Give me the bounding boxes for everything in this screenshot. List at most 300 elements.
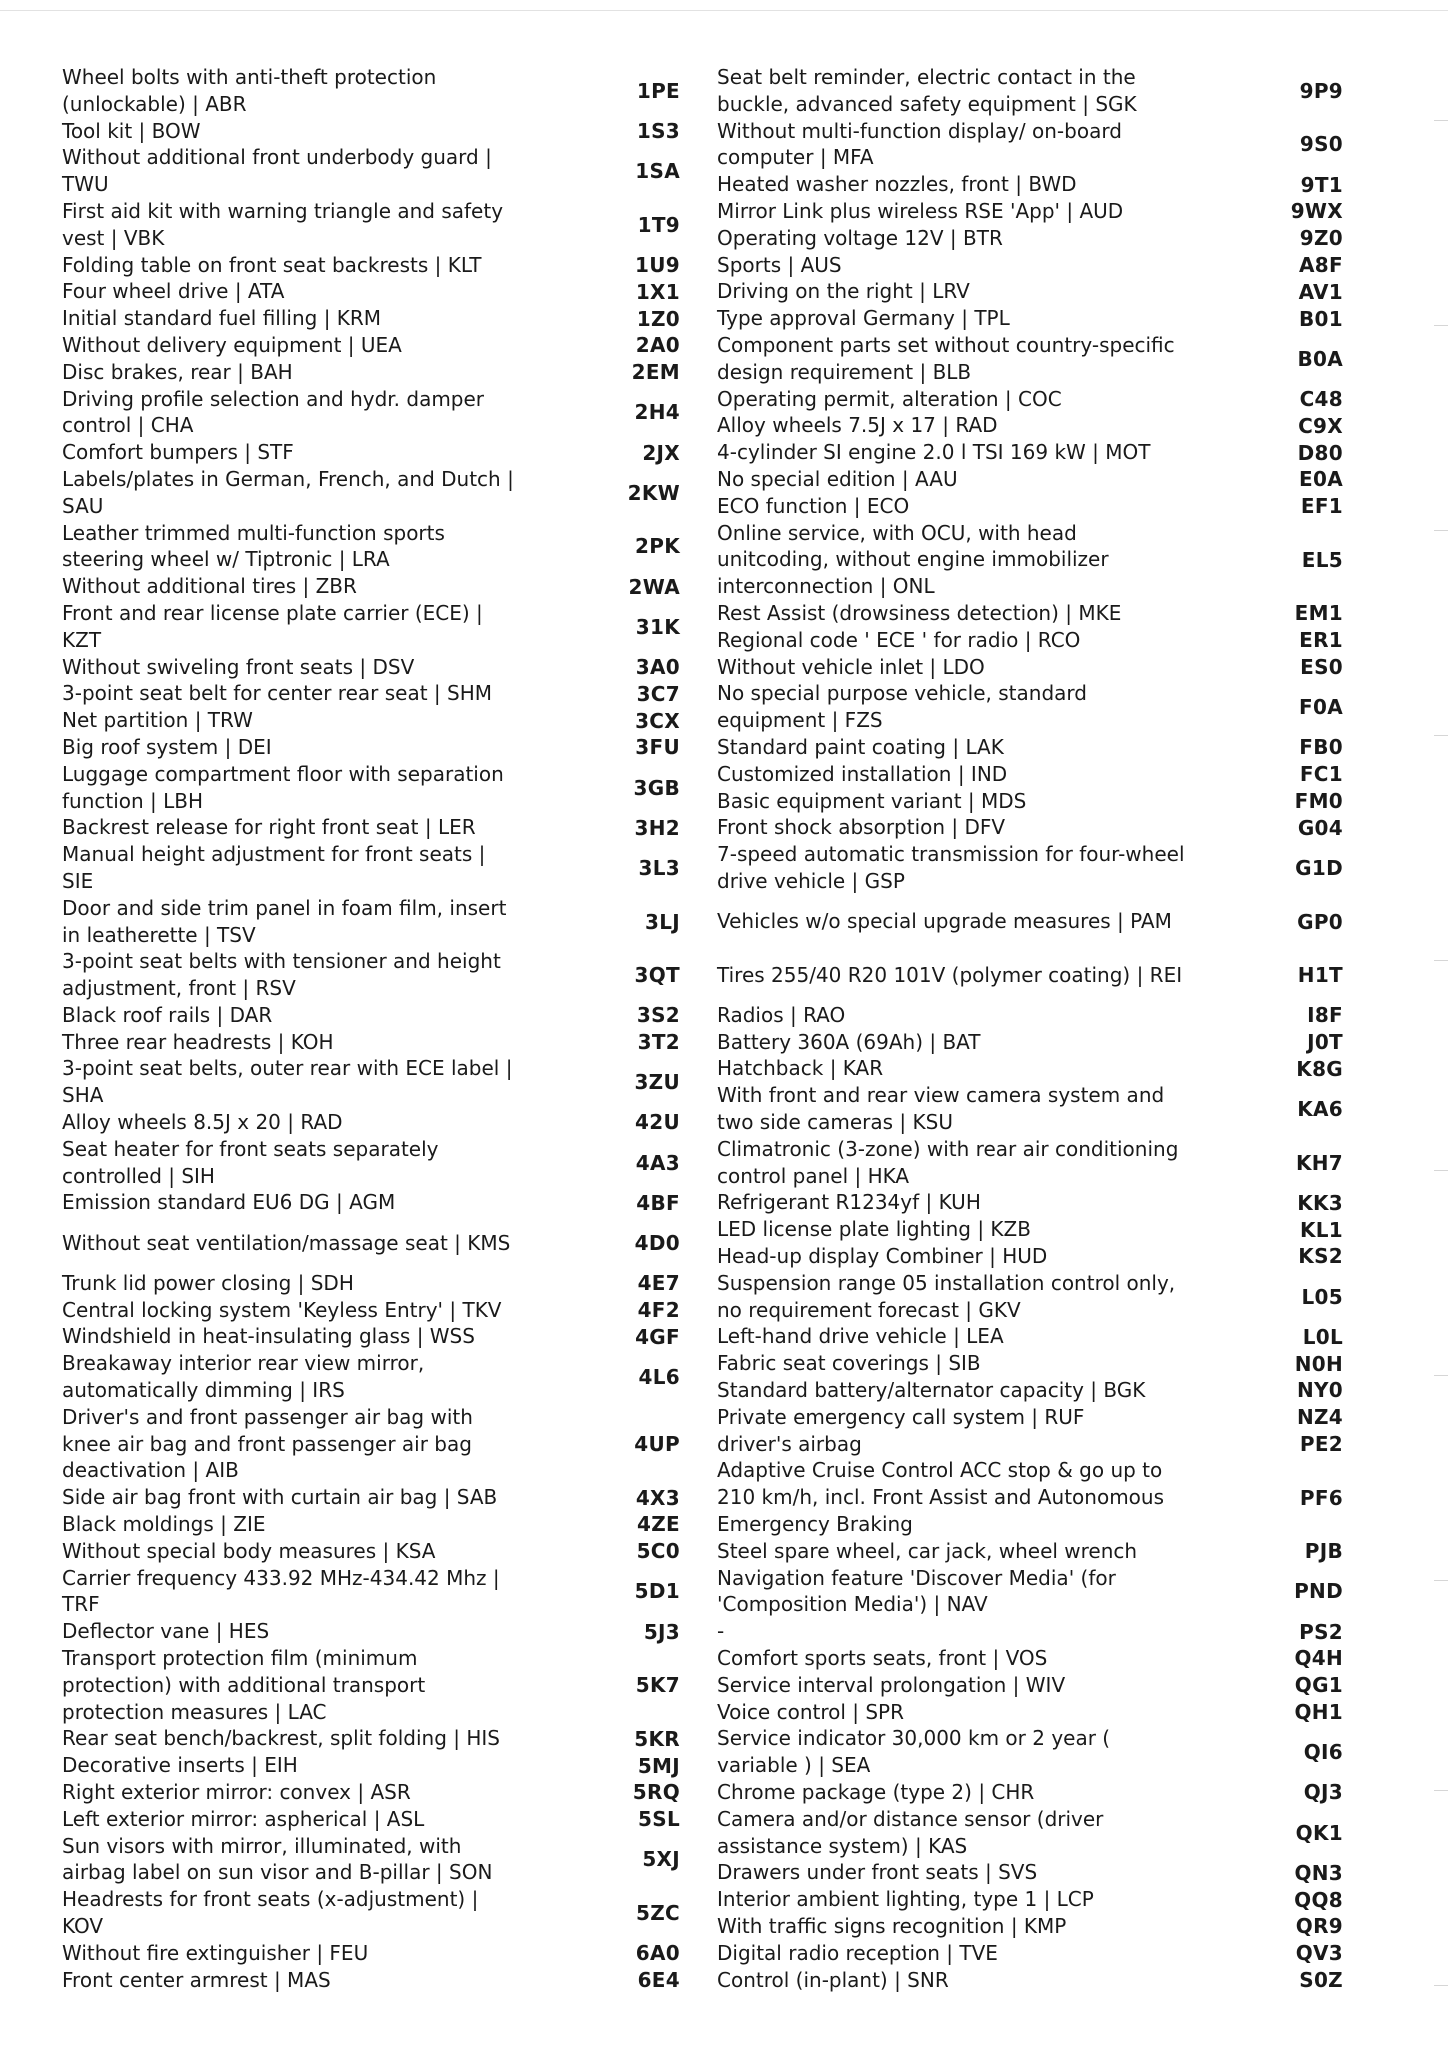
scan-edge-marks xyxy=(1434,0,1448,2048)
list-item xyxy=(62,278,680,305)
item-code: 5J3 xyxy=(643,1619,680,1644)
list-item xyxy=(62,1484,680,1511)
list-item xyxy=(62,1967,680,1994)
list-item xyxy=(62,118,680,145)
list-item xyxy=(717,680,1343,734)
item-code: PF6 xyxy=(1299,1485,1343,1510)
item-code: KS2 xyxy=(1298,1244,1343,1269)
item-code: QH1 xyxy=(1294,1700,1343,1724)
list-item xyxy=(717,734,1343,761)
item-code: 3A0 xyxy=(635,654,680,679)
item-description: 3-point seat belts with tensioner and height adjustment, front | RSV xyxy=(62,949,501,1001)
item-description: Without additional tires | ZBR xyxy=(62,574,357,599)
item-code: B0A xyxy=(1297,346,1343,371)
item-description: Climatronic (3-zone) with rear air conditioning control panel | HKA xyxy=(717,1136,1179,1188)
item-description: Without fire extinguisher | FEU xyxy=(62,1940,369,1965)
item-description: With front and rear view camera system and two side cameras | KSU xyxy=(717,1083,1165,1135)
list-item xyxy=(62,64,680,118)
list-item xyxy=(62,1886,680,1940)
item-code: L05 xyxy=(1301,1284,1343,1309)
item-description: Transport protection film (minimum protection) with additional transport protection measures | LAC xyxy=(62,1646,426,1724)
item-code: 4A3 xyxy=(635,1150,680,1175)
item-description: LED license plate lighting | KZB xyxy=(717,1217,1031,1242)
list-item xyxy=(62,1136,680,1190)
list-item xyxy=(717,600,1343,627)
list-item xyxy=(717,948,1343,1002)
list-item xyxy=(717,1913,1343,1940)
item-description: Seat heater for front seats separately controlled | SIH xyxy=(62,1136,439,1188)
list-item xyxy=(717,1618,1343,1645)
item-description: Three rear headrests | KOH xyxy=(62,1029,334,1054)
item-description: Rear seat bench/backrest, split folding | HIS xyxy=(62,1726,500,1751)
list-item xyxy=(62,761,680,815)
item-code: ES0 xyxy=(1300,654,1343,679)
item-description: Four wheel drive | ATA xyxy=(62,279,285,304)
list-item xyxy=(717,1189,1343,1216)
list-item xyxy=(62,466,680,520)
list-item xyxy=(717,654,1343,681)
item-code: 5ZC xyxy=(636,1900,680,1925)
item-description: Folding table on front seat backrests | KLT xyxy=(62,252,482,277)
list-item xyxy=(717,64,1343,118)
list-item xyxy=(62,1404,680,1484)
list-item xyxy=(717,814,1343,841)
item-code: 3FU xyxy=(635,735,680,760)
list-item xyxy=(62,1645,680,1725)
item-code: 4E7 xyxy=(637,1271,680,1296)
item-description: Online service, with OCU, with head unitcoding, without engine immobilizer interconnection | ONL xyxy=(717,520,1109,599)
item-code: 4BF xyxy=(636,1190,680,1215)
page-top-rule xyxy=(0,10,1448,11)
item-code: QG1 xyxy=(1294,1673,1343,1698)
item-description: Head-up display Combiner | HUD xyxy=(717,1244,1048,1269)
list-item xyxy=(62,359,680,386)
item-description: Black roof rails | DAR xyxy=(62,1002,273,1027)
item-description: Heated washer nozzles, front | BWD xyxy=(717,172,1077,197)
list-item xyxy=(62,1565,680,1619)
list-item xyxy=(717,1672,1343,1699)
item-code: E0A xyxy=(1299,467,1343,492)
item-code: S0Z xyxy=(1299,1967,1343,1992)
item-code: KK3 xyxy=(1297,1190,1343,1215)
item-code: 2EM xyxy=(631,360,680,385)
item-code: 1T9 xyxy=(637,212,680,237)
item-description: No special purpose vehicle, standard equipment | FZS xyxy=(717,681,1087,733)
list-item xyxy=(717,412,1343,439)
item-code: 3C7 xyxy=(636,681,680,706)
item-code: 3T2 xyxy=(637,1030,680,1055)
list-item xyxy=(62,707,680,734)
item-code: AV1 xyxy=(1298,279,1343,304)
item-code: A8F xyxy=(1299,252,1343,277)
item-code: QQ8 xyxy=(1294,1887,1343,1912)
item-description: Without vehicle inlet | LDO xyxy=(717,654,985,679)
item-description: Standard battery/alternator capacity | BGK xyxy=(717,1378,1146,1403)
item-description: Seat belt reminder, electric contact in the buckle, advanced safety equipment | SGK xyxy=(717,65,1137,116)
list-item xyxy=(717,1243,1343,1270)
item-description: Camera and/or distance sensor (driver assistance system) | KAS xyxy=(717,1806,1104,1858)
item-description: Tool kit | BOW xyxy=(62,118,201,143)
item-description: Without additional front underbody guard | TWU xyxy=(62,145,492,197)
list-item xyxy=(62,680,680,707)
item-description: Front shock absorption | DFV xyxy=(717,815,1006,840)
list-item xyxy=(62,439,680,466)
item-code: 9S0 xyxy=(1299,132,1343,157)
item-code: KH7 xyxy=(1295,1150,1343,1175)
list-item xyxy=(717,1940,1343,1967)
list-item xyxy=(62,1216,680,1270)
item-description: Headrests for front seats (x-adjustment) | KOV xyxy=(62,1887,479,1938)
item-code: EM1 xyxy=(1294,601,1343,626)
list-item xyxy=(717,1323,1343,1350)
item-description: Luggage compartment floor with separation function | LBH xyxy=(62,761,504,813)
item-description: Component parts set without country-specific design requirement | BLB xyxy=(717,332,1175,384)
item-description: Navigation feature 'Discover Media' (for 'Composition Media') | NAV xyxy=(717,1565,1116,1617)
list-item xyxy=(62,1511,680,1538)
item-code: 4ZE xyxy=(637,1512,680,1537)
item-description: Mirror Link plus wireless RSE 'App' | AUD xyxy=(717,198,1124,223)
list-item xyxy=(62,198,680,252)
item-description: Type approval Germany | TPL xyxy=(717,306,1010,331)
item-description: Service interval prolongation | WIV xyxy=(717,1672,1066,1697)
item-description: Door and side trim panel in foam film, insert in leatherette | TSV xyxy=(62,895,507,947)
item-description: Manual height adjustment for front seats | SIE xyxy=(62,842,486,893)
list-item xyxy=(717,118,1343,172)
list-item xyxy=(62,1618,680,1645)
item-description: Trunk lid power closing | SDH xyxy=(62,1270,354,1295)
list-item xyxy=(62,386,680,440)
item-code: 1Z0 xyxy=(636,306,680,331)
list-item xyxy=(717,332,1343,386)
item-code: 2KW xyxy=(627,480,680,505)
item-code: J0T xyxy=(1307,1030,1343,1055)
list-item xyxy=(717,1779,1343,1806)
equipment-list-right xyxy=(717,64,1343,1993)
item-description: Side air bag front with curtain air bag | SAB xyxy=(62,1485,498,1510)
item-code: I8F xyxy=(1307,1003,1343,1028)
list-item xyxy=(717,1082,1343,1136)
item-description: Labels/plates in German, French, and Dutch | SAU xyxy=(62,466,514,518)
item-code: PND xyxy=(1294,1579,1343,1604)
list-item xyxy=(62,600,680,654)
item-description: Vehicles w/o special upgrade measures | PAM xyxy=(717,909,1172,934)
item-description: Digital radio reception | TVE xyxy=(717,1940,998,1965)
item-code: 3CX xyxy=(635,708,680,733)
item-code: B01 xyxy=(1299,306,1343,331)
item-description: Leather trimmed multi-function sports steering wheel w/ Tiptronic | LRA xyxy=(62,520,445,572)
item-code: 1PE xyxy=(636,78,680,103)
list-item xyxy=(717,895,1343,949)
list-item xyxy=(717,386,1343,413)
item-description: Comfort sports seats, front | VOS xyxy=(717,1646,1048,1671)
item-description: Standard paint coating | LAK xyxy=(717,734,1004,759)
item-code: 2A0 xyxy=(635,333,680,358)
item-description: Drawers under front seats | SVS xyxy=(717,1860,1038,1885)
item-code: 5XJ xyxy=(642,1847,680,1872)
item-code: 3S2 xyxy=(636,1003,680,1028)
item-description: Without multi-function display/ on-board computer | MFA xyxy=(717,118,1122,170)
list-item xyxy=(717,1055,1343,1082)
item-code: NY0 xyxy=(1296,1378,1343,1403)
list-item xyxy=(717,1377,1343,1404)
list-item xyxy=(62,1189,680,1216)
item-code: 4GF xyxy=(635,1324,680,1349)
item-code: 1SA xyxy=(635,159,680,184)
item-code: 5KR xyxy=(634,1726,680,1751)
item-description: Breakaway interior rear view mirror, automatically dimming | IRS xyxy=(62,1351,425,1403)
item-description: Alloy wheels 7.5J x 17 | RAD xyxy=(717,413,998,438)
list-item xyxy=(717,493,1343,520)
list-item xyxy=(717,252,1343,279)
item-description: Front center armrest | MAS xyxy=(62,1967,331,1992)
item-code: 1S3 xyxy=(636,118,680,143)
item-code: PJB xyxy=(1304,1539,1343,1564)
list-item xyxy=(62,654,680,681)
item-description: Chrome package (type 2) | CHR xyxy=(717,1780,1035,1804)
list-item xyxy=(717,1457,1343,1537)
list-item xyxy=(62,1940,680,1967)
list-item xyxy=(717,1216,1343,1243)
list-item xyxy=(62,1538,680,1565)
item-description: Wheel bolts with anti-theft protection (unlockable) | ABR xyxy=(62,65,437,116)
list-item xyxy=(717,1404,1343,1431)
list-item xyxy=(62,1109,680,1136)
item-description: Sports | AUS xyxy=(717,252,842,277)
item-code: C9X xyxy=(1298,413,1343,438)
list-item xyxy=(717,1806,1343,1860)
item-code: D80 xyxy=(1297,440,1343,465)
item-description: Black moldings | ZIE xyxy=(62,1512,266,1537)
list-item xyxy=(62,1833,680,1887)
item-description: Adaptive Cruise Control ACC stop & go up to 210 km/h, incl. Front Assist and Autonomous Emergency Braking xyxy=(717,1458,1165,1537)
item-description: Right exterior mirror: convex | ASR xyxy=(62,1780,411,1804)
item-code: 42U xyxy=(635,1110,680,1135)
list-item xyxy=(717,1350,1343,1377)
item-code: K8G xyxy=(1296,1056,1343,1081)
item-code: QI6 xyxy=(1303,1740,1343,1765)
list-item xyxy=(62,1752,680,1779)
item-code: PS2 xyxy=(1299,1619,1343,1644)
item-description: Comfort bumpers | STF xyxy=(62,440,294,465)
item-description: Hatchback | KAR xyxy=(717,1056,884,1081)
list-item xyxy=(717,171,1343,198)
item-description: Left exterior mirror: aspherical | ASL xyxy=(62,1806,425,1831)
list-item xyxy=(62,1297,680,1324)
item-code: 3QT xyxy=(634,963,680,988)
item-description: 7-speed automatic transmission for four-wheel drive vehicle | GSP xyxy=(717,842,1185,893)
list-item xyxy=(62,520,680,574)
item-code: QN3 xyxy=(1294,1860,1343,1885)
item-code: FB0 xyxy=(1299,735,1343,760)
item-code: 4D0 xyxy=(634,1231,680,1256)
list-item xyxy=(717,1538,1343,1565)
list-item xyxy=(62,734,680,761)
item-description: Deflector vane | HES xyxy=(62,1619,270,1644)
item-code: L0L xyxy=(1302,1324,1343,1349)
item-code: ER1 xyxy=(1299,628,1343,653)
item-code: 3LJ xyxy=(644,909,680,934)
item-description: Battery 360A (69Ah) | BAT xyxy=(717,1029,981,1054)
item-code: 5C0 xyxy=(636,1539,680,1564)
item-description: Tires 255/40 R20 101V (polymer coating) | REI xyxy=(717,962,1183,987)
item-description: Customized installation | IND xyxy=(717,761,1008,786)
item-code: 5RQ xyxy=(632,1780,680,1805)
item-code: 4L6 xyxy=(638,1365,680,1390)
list-item xyxy=(62,1055,680,1109)
list-item xyxy=(717,788,1343,815)
list-item xyxy=(717,1967,1343,1994)
list-item xyxy=(62,1270,680,1297)
item-code: Q4H xyxy=(1294,1646,1343,1671)
item-description: Suspension range 05 installation control only, no requirement forecast | GKV xyxy=(717,1270,1176,1322)
list-item xyxy=(62,1029,680,1056)
list-item xyxy=(717,278,1343,305)
item-description: Sun visors with mirror, illuminated, with airbag label on sun visor and B-pillar | SON xyxy=(62,1833,493,1885)
item-description: Driving on the right | LRV xyxy=(717,279,970,304)
item-code: 9WX xyxy=(1290,199,1343,224)
list-item xyxy=(717,1431,1343,1458)
item-code: KL1 xyxy=(1299,1217,1343,1242)
item-description: No special edition | AAU xyxy=(717,466,958,491)
item-description: Without seat ventilation/massage seat | KMS xyxy=(62,1230,511,1255)
item-code: 4F2 xyxy=(637,1298,680,1323)
item-description: driver's airbag xyxy=(717,1431,862,1456)
item-description: Control (in-plant) | SNR xyxy=(717,1967,949,1992)
item-code: 4X3 xyxy=(635,1485,680,1510)
item-description: Without special body measures | KSA xyxy=(62,1538,436,1563)
item-description: 4-cylinder SI engine 2.0 l TSI 169 kW | MOT xyxy=(717,440,1151,465)
item-description: First aid kit with warning triangle and safety vest | VBK xyxy=(62,198,504,250)
item-code: 1U9 xyxy=(635,252,680,277)
item-code: 5MJ xyxy=(637,1753,680,1778)
item-description: Driving profile selection and hydr. damper control | CHA xyxy=(62,386,485,438)
item-code: QV3 xyxy=(1295,1941,1343,1966)
item-code: EF1 xyxy=(1300,494,1343,519)
item-code: QK1 xyxy=(1295,1820,1343,1845)
item-code: QJ3 xyxy=(1303,1780,1343,1805)
item-code: F0A xyxy=(1299,695,1343,720)
item-code: 9T1 xyxy=(1300,172,1343,197)
item-code: 9P9 xyxy=(1299,78,1343,103)
item-code: EL5 xyxy=(1301,547,1343,572)
item-description: Carrier frequency 433.92 MHz-434.42 Mhz | TRF xyxy=(62,1565,500,1617)
list-item xyxy=(717,1270,1343,1324)
list-item xyxy=(62,895,680,949)
list-item xyxy=(62,144,680,198)
item-description: Alloy wheels 8.5J x 20 | RAD xyxy=(62,1110,343,1135)
list-item xyxy=(717,1699,1343,1726)
item-code: 3ZU xyxy=(634,1070,680,1095)
list-item xyxy=(62,252,680,279)
item-description: With traffic signs recognition | KMP xyxy=(717,1913,1067,1938)
list-item xyxy=(62,573,680,600)
item-code: FC1 xyxy=(1299,762,1343,787)
item-code: KA6 xyxy=(1297,1097,1343,1122)
item-description: Radios | RAO xyxy=(717,1002,846,1027)
item-description: Central locking system 'Keyless Entry' | TKV xyxy=(62,1297,502,1322)
item-code: 2PK xyxy=(635,534,680,559)
item-description: Refrigerant R1234yf | KUH xyxy=(717,1190,981,1215)
item-code: 31K xyxy=(635,614,680,639)
list-item xyxy=(62,948,680,1002)
item-description: Private emergency call system | RUF xyxy=(717,1404,1085,1429)
item-code: G1D xyxy=(1295,855,1343,880)
item-code: 3GB xyxy=(633,775,680,800)
item-code: 6E4 xyxy=(637,1967,680,1992)
item-description: Net partition | TRW xyxy=(62,708,253,733)
list-item xyxy=(62,1725,680,1752)
item-code: 1X1 xyxy=(635,279,680,304)
item-description: Big roof system | DEI xyxy=(62,734,272,759)
list-item xyxy=(717,627,1343,654)
item-code: H1T xyxy=(1297,963,1343,988)
list-item xyxy=(717,305,1343,332)
list-item xyxy=(717,198,1343,225)
list-item xyxy=(62,1002,680,1029)
list-item xyxy=(717,520,1343,600)
item-code: GP0 xyxy=(1297,909,1343,934)
list-item xyxy=(717,1136,1343,1190)
list-item xyxy=(717,1725,1343,1779)
list-item xyxy=(62,1806,680,1833)
item-code: N0H xyxy=(1294,1351,1343,1376)
item-description: Without delivery equipment | UEA xyxy=(62,332,402,357)
item-description: Windshield in heat-insulating glass | WSS xyxy=(62,1324,475,1349)
list-item xyxy=(717,439,1343,466)
list-item xyxy=(62,1779,680,1806)
list-item xyxy=(717,1886,1343,1913)
list-item xyxy=(62,332,680,359)
list-item xyxy=(717,1645,1343,1672)
item-description: Without swiveling front seats | DSV xyxy=(62,654,415,679)
item-code: 6A0 xyxy=(635,1941,680,1966)
list-item xyxy=(62,305,680,332)
item-code: 5D1 xyxy=(634,1579,680,1604)
item-description: - xyxy=(717,1619,725,1644)
item-code: 2JX xyxy=(642,440,680,465)
item-description: Voice control | SPR xyxy=(717,1699,905,1724)
item-code: 2WA xyxy=(628,574,680,599)
item-code: FM0 xyxy=(1294,788,1343,813)
list-item xyxy=(62,1350,680,1404)
list-item xyxy=(717,1859,1343,1886)
item-code: NZ4 xyxy=(1296,1405,1343,1430)
item-code: 9Z0 xyxy=(1299,226,1343,251)
list-item xyxy=(62,841,680,895)
item-description: Left-hand drive vehicle | LEA xyxy=(717,1324,1004,1349)
list-item xyxy=(717,1029,1343,1056)
item-description: Disc brakes, rear | BAH xyxy=(62,359,293,384)
item-description: Service indicator 30,000 km or 2 year ( variable ) | SEA xyxy=(717,1726,1111,1778)
item-code: 5SL xyxy=(638,1807,680,1832)
item-description: ECO function | ECO xyxy=(717,493,910,518)
item-description: Driver's and front passenger air bag with knee air bag and front passenger air bag deactivation | AIB xyxy=(62,1404,473,1483)
item-description: Basic equipment variant | MDS xyxy=(717,788,1027,813)
item-description: Interior ambient lighting, type 1 | LCP xyxy=(717,1887,1094,1912)
item-description: Regional code ' ECE ' for radio | RCO xyxy=(717,627,1081,652)
list-item xyxy=(717,1565,1343,1619)
item-code: 4UP xyxy=(634,1432,680,1457)
item-description: Initial standard fuel filling | KRM xyxy=(62,306,382,331)
item-description: Backrest release for right front seat | LER xyxy=(62,815,476,840)
item-description: Fabric seat coverings | SIB xyxy=(717,1351,981,1376)
equipment-list-left xyxy=(62,64,680,1993)
item-description: Decorative inserts | EIH xyxy=(62,1753,298,1778)
item-description: Operating voltage 12V | BTR xyxy=(717,225,1003,250)
item-description: Front and rear license plate carrier (ECE) | KZT xyxy=(62,600,483,652)
list-item xyxy=(62,814,680,841)
item-description: 3-point seat belts, outer rear with ECE label | SHA xyxy=(62,1056,513,1108)
